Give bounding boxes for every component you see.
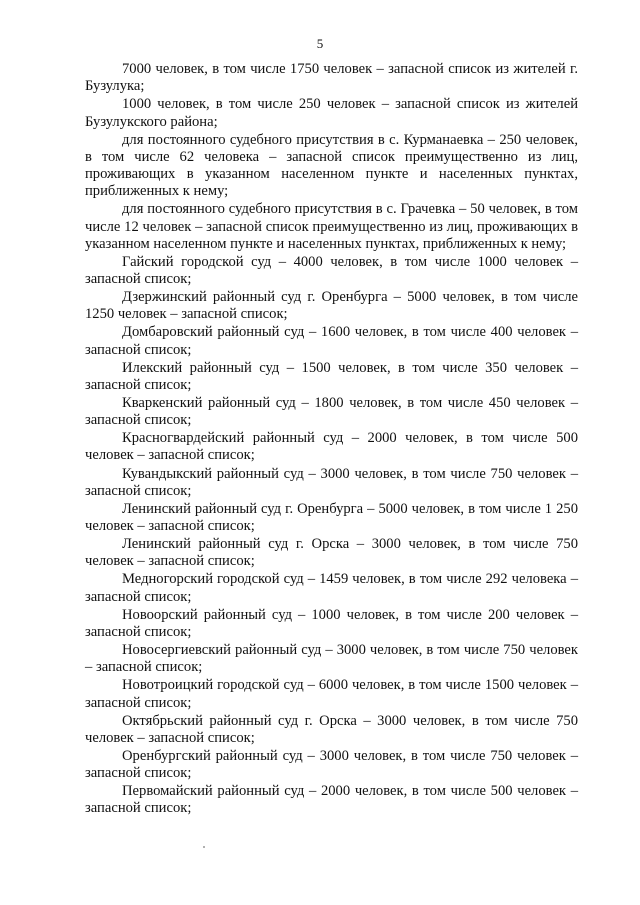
paragraph: 1000 человек, в том числе 250 человек – запасной список из жителей Бузулукского района; — [85, 96, 578, 130]
paragraph: Илекский районный суд – 1500 человек, в том числе 350 человек – запасной список; — [85, 359, 578, 393]
paragraph: для постоянного судебного присутствия в с. Курманаевка – 250 человек, в том числе 62 человека – запасной список преимущественно из лиц, проживающих в указанном населенном пункте и населенных пунктах, приближенных к нему; — [85, 131, 578, 200]
paragraph: для постоянного судебного присутствия в с. Грачевка – 50 человек, в том числе 12 человек – запасной список преимущественно из лиц, проживающих в указанном населенном пункте и населенных пунктах, приближенных к нему; — [85, 201, 578, 252]
paragraph: Домбаровский районный суд – 1600 человек, в том числе 400 человек – запасной список; — [85, 324, 578, 358]
paragraph: Кувандыкский районный суд – 3000 человек, в том числе 750 человек – запасной список; — [85, 465, 578, 499]
paragraph: 7000 человек, в том числе 1750 человек – запасной список из жителей г. Бузулука; — [85, 61, 578, 95]
paragraph: Новоорский районный суд – 1000 человек, в том числе 200 человек – запасной список; — [85, 606, 578, 640]
page-number: 5 — [316, 36, 324, 51]
scan-speck — [203, 846, 205, 848]
paragraph: Ленинский районный суд г. Оренбурга – 5000 человек, в том числе 1 250 человек – запасной список; — [85, 500, 578, 535]
paragraph: Ленинский районный суд г. Орска – 3000 человек, в том числе 750 человек – запасной список; — [85, 536, 578, 570]
paragraph: Оренбургский районный суд – 3000 человек, в том числе 750 человек – запасной список; — [85, 747, 578, 782]
paragraph: Кваркенский районный суд – 1800 человек, в том числе 450 человек – запасной список; — [85, 394, 578, 429]
document-body — [85, 61, 578, 819]
paragraph: Дзержинский районный суд г. Оренбурга – 5000 человек, в том числе 1250 человек – запасной список; — [85, 289, 578, 323]
paragraph: Октябрьский районный суд г. Орска – 3000 человек, в том числе 750 человек – запасной список; — [85, 712, 578, 746]
paragraph: Первомайский районный суд – 2000 человек, в том числе 500 человек – запасной список; — [85, 783, 578, 817]
paragraph: Новосергиевский районный суд – 3000 человек, в том числе 750 человек – запасной список; — [85, 642, 578, 676]
paragraph: Красногвардейский районный суд – 2000 человек, в том числе 500 человек – запасной список; — [85, 430, 578, 464]
paragraph: Медногорский городской суд – 1459 человек, в том числе 292 человека – запасной список; — [85, 571, 578, 605]
paragraph: Гайский городской суд – 4000 человек, в том числе 1000 человек – запасной список; — [85, 253, 578, 287]
paragraph: Новотроицкий городской суд – 6000 человек, в том числе 1500 человек – запасной список; — [85, 677, 578, 711]
